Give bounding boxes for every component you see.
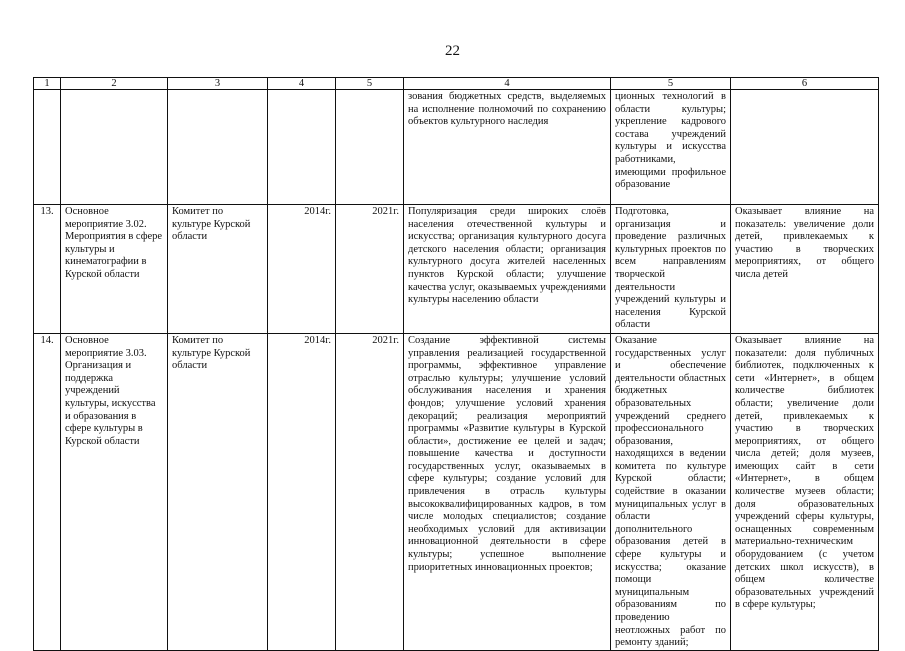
start-year-cell	[268, 90, 336, 205]
header-cell: 5	[611, 78, 731, 90]
header-cell: 4	[404, 78, 611, 90]
end-year-cell	[336, 90, 404, 205]
executor-cell: Комитет по культуре Курской области	[168, 333, 268, 650]
page-number: 22	[445, 43, 460, 59]
event-cell: Основное мероприятие 3.03. Организация и поддержка учреждений культуры, искусства и образования в сфере культуры в Курской области	[61, 333, 168, 650]
start-year-cell: 2014г.	[268, 205, 336, 334]
results-cell: Подготовка, организация и проведение различных культурных проектов по всем направлениям творческой деятельности учреждений культуры и населения Курской области	[611, 205, 731, 334]
executor-cell	[168, 90, 268, 205]
header-cell: 2	[61, 78, 168, 90]
results-cell: ционных технологий в области культуры; укрепление кадрового состава учреждений культуры и искусства работниками, имеющими профильное образование	[611, 90, 731, 205]
executor-cell: Комитет по культуре Курской области	[168, 205, 268, 334]
table-row	[34, 205, 879, 334]
program-table	[33, 77, 879, 651]
indicators-cell	[731, 90, 879, 205]
row-number	[34, 90, 61, 205]
header-cell: 1	[34, 78, 61, 90]
header-row	[34, 78, 879, 90]
table-row	[34, 333, 879, 650]
header-cell: 3	[168, 78, 268, 90]
event-cell	[61, 90, 168, 205]
header-cell: 5	[336, 78, 404, 90]
header-cell: 6	[731, 78, 879, 90]
description-cell: Создание эффективной системы управления реализацией государственной программы, эффективное управление отраслью культуры; улучшение условий обслуживания населения и хранения фондов; улучшение условий хранения декораций; реализация мероприятий программы «Развитие культуры в Курской области», достижение ее целей и задач; повышение качества и доступности государственных услуг, оказываемых в сфере культуры; создание условий для привлечения в отрасль культуры высококвалифицированных кадров, в том числе молодых специалистов; создание необходимых условий для активизации инновационной деятельности в сфере культуры; успешное выполнение приоритетных инновационных проектов;	[404, 333, 611, 650]
description-cell: Популяризация среди широких слоёв населения отечественной культуры и искусства; организация культурного досуга детского населения области; организация культурного досуга жителей населенных пунктов Курской области; улучшение качества услуг, оказываемых учреждениями культуры населению области	[404, 205, 611, 334]
indicators-cell: Оказывает влияние на показатель: увеличение доли детей, привлекаемых к участию в творческих мероприятиях, от общего числа детей	[731, 205, 879, 334]
row-number: 14.	[34, 333, 61, 650]
end-year-cell: 2021г.	[336, 205, 404, 334]
row-number: 13.	[34, 205, 61, 334]
description-cell: зования бюджетных средств, выделяемых на исполнение полномочий по сохранению объектов культурного наследия	[404, 90, 611, 205]
event-cell: Основное мероприятие 3.02. Мероприятия в сфере культуры и кинематографии в Курской области	[61, 205, 168, 334]
indicators-cell: Оказывает влияние на показатели: доля публичных библиотек, подключенных к сети «Интернет», в общем количестве библиотек области; увеличение доли детей, привлекаемых к участию в творческих мероприятиях, от общего числа детей; доля музеев, имеющих сайт в сети «Интернет», в общем количестве музеев области; доля образовательных учреждений сферы культуры, оснащенных современным материально-техническим оборудованием (с учетом детских школ искусств), в общем количестве образовательных учреждений в сфере культуры;	[731, 333, 879, 650]
table-row	[34, 90, 879, 205]
results-cell: Оказание государственных услуг и обеспечение деятельности областных бюджетных образовательных учреждений среднего профессионального образования, находящихся в ведении комитета по культуре Курской области; содействие в оказании муниципальных услуг в области дополнительного образования детей в сфере культуры и искусства; оказание помощи муниципальным образованиям по проведению неотложных работ по ремонту зданий;	[611, 333, 731, 650]
header-cell: 4	[268, 78, 336, 90]
start-year-cell: 2014г.	[268, 333, 336, 650]
end-year-cell: 2021г.	[336, 333, 404, 650]
